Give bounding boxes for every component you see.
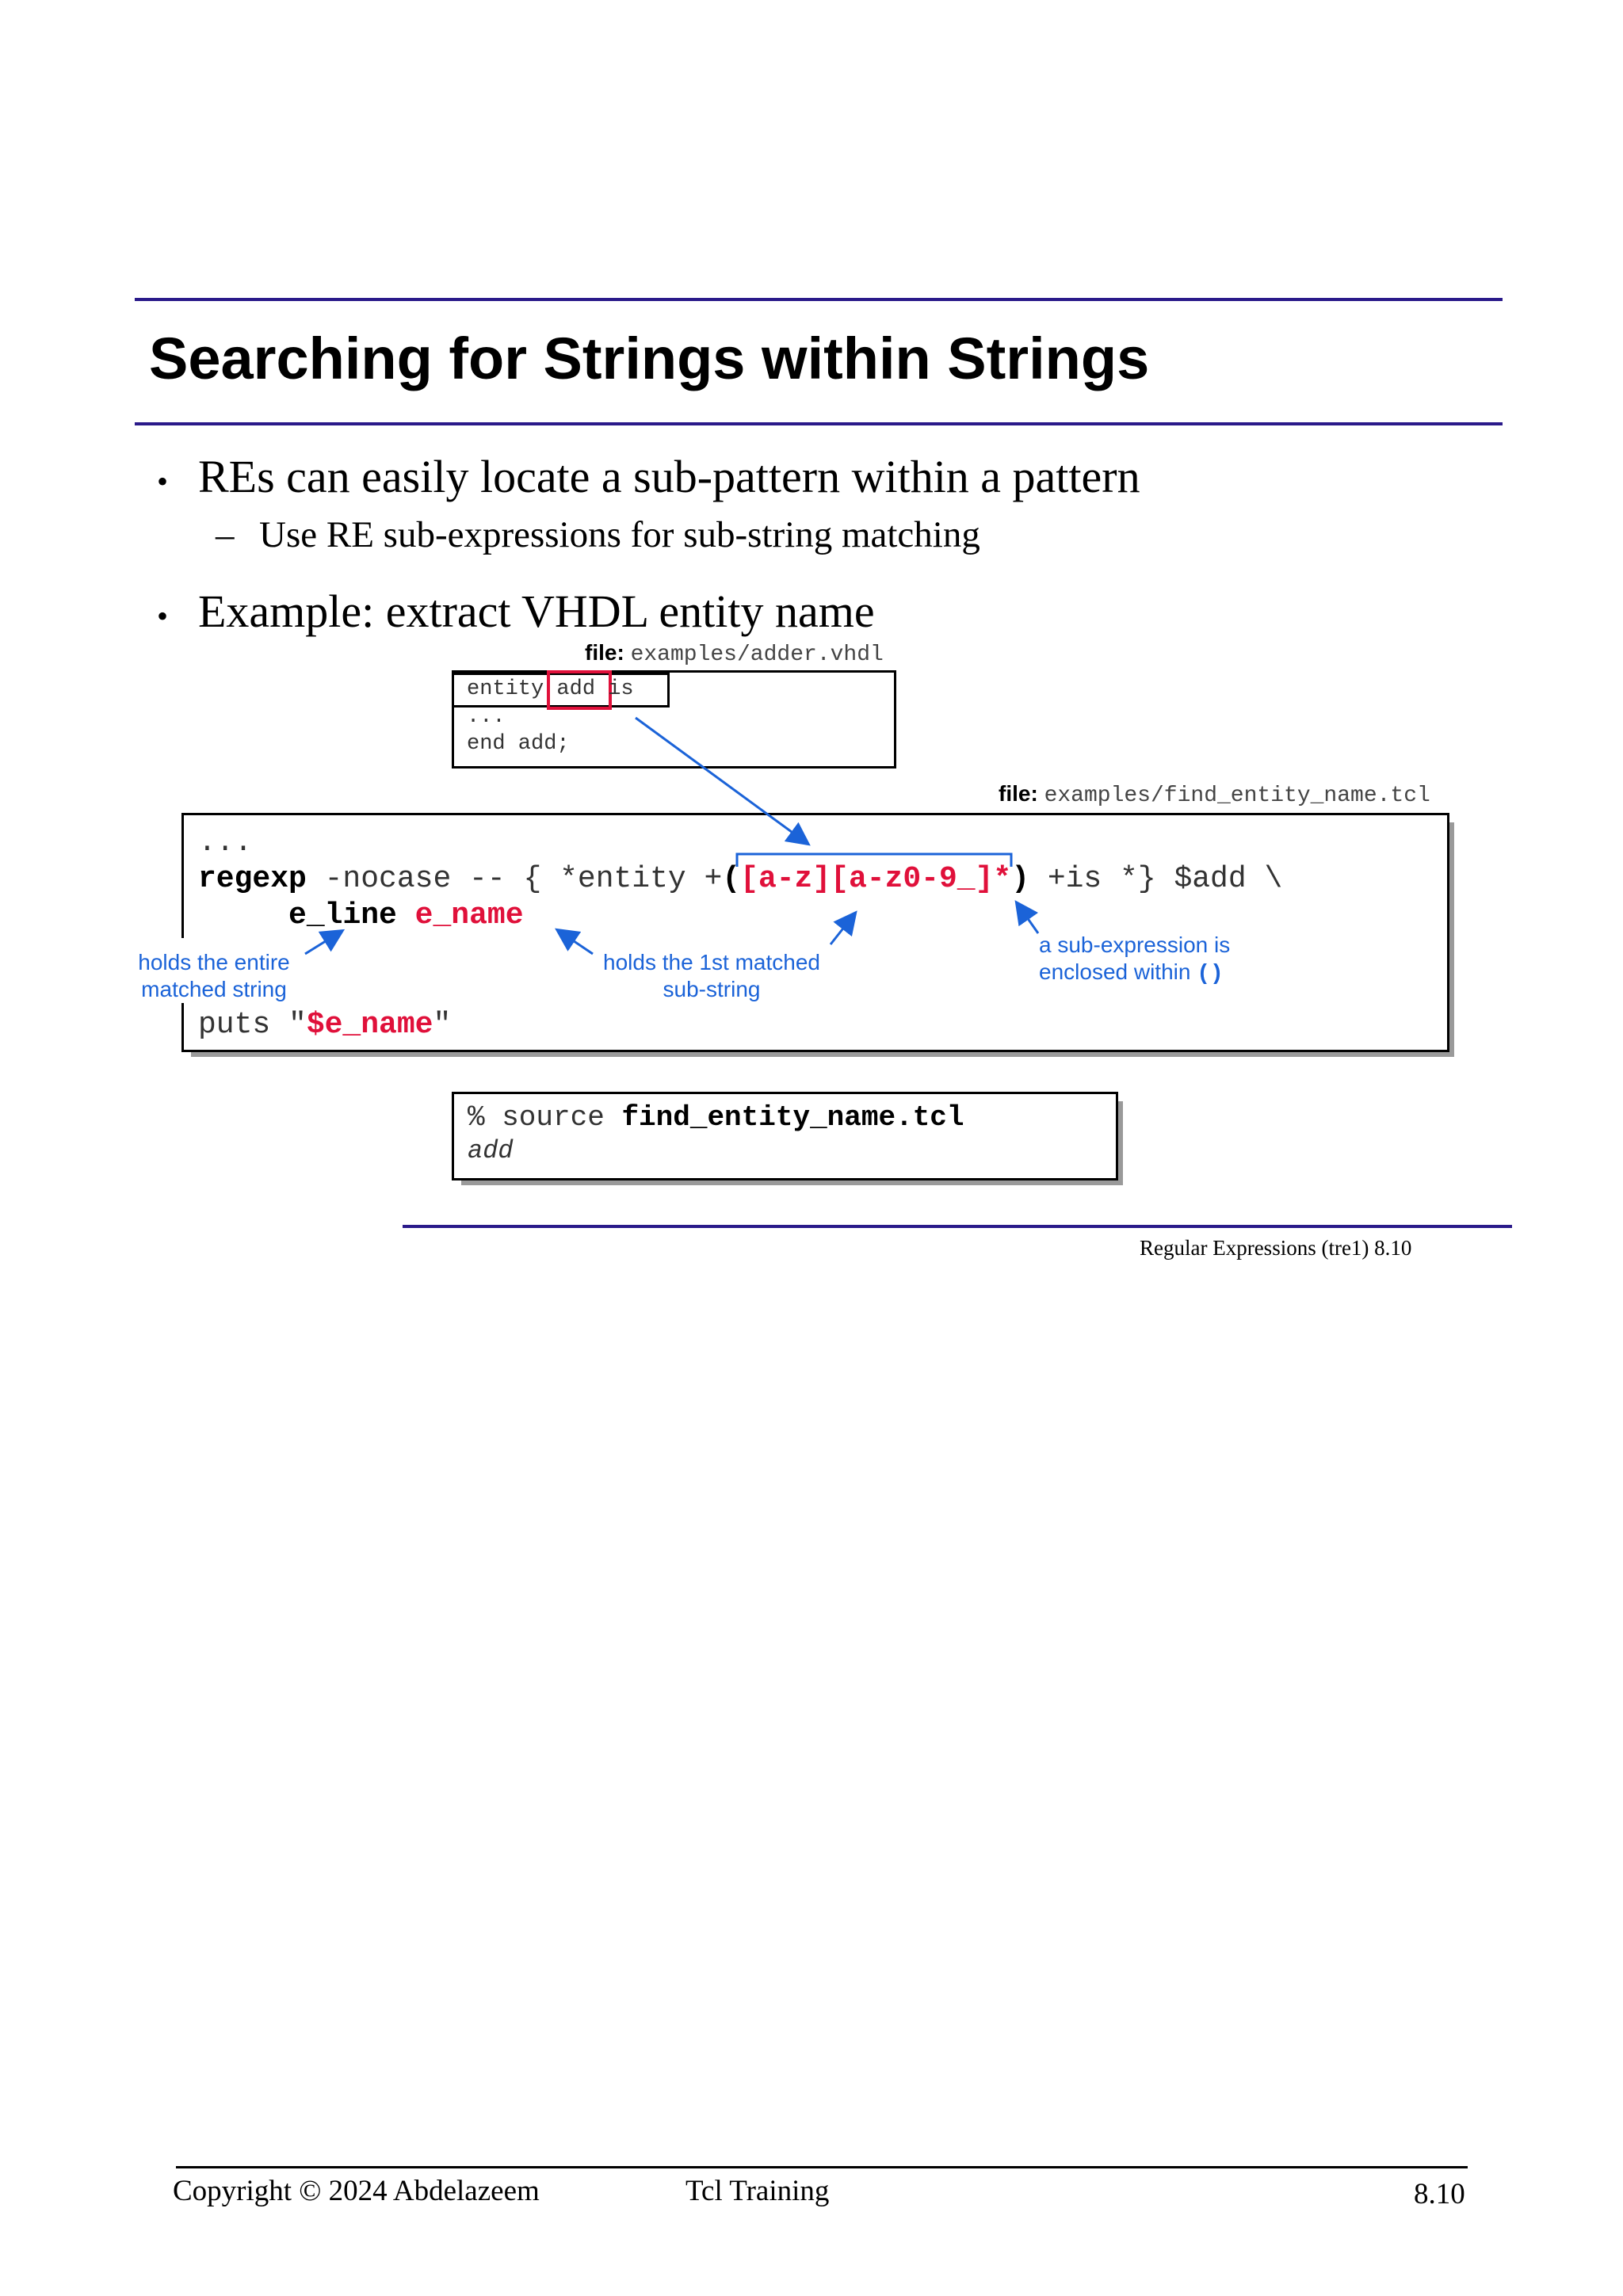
bullet-dot: • [157,463,169,500]
arrow-to-e-line [305,932,341,954]
vhdl-line-2: ... [467,705,506,729]
subexpr-bracket [737,854,1011,867]
annotation-subexpression: a sub-expression is enclosed within () [1039,933,1231,986]
subexpression: [a-z][a-z0-9_]* [740,862,1012,896]
annotation-first-substring: holds the 1st matched sub-string [603,950,820,1001]
footer-course: Tcl Training [685,2175,830,2207]
regexp-command: regexp [198,862,307,896]
tcl-filename: examples/find_entity_name.tcl [1044,784,1430,808]
vhdl-entity-name: add [556,677,596,701]
var-e-line: e_line [288,898,397,933]
vhdl-line-1: entity add is [467,677,634,701]
parens-glyph: () [1197,962,1224,986]
arrow-entity-to-subexpr [636,718,807,843]
console-output: add [468,1136,514,1165]
var-e-name: e_name [414,898,524,933]
footer-copyright: Copyright © 2024 Abdelazeem [173,2175,540,2207]
arrow-to-paren [1018,904,1038,933]
file-label-prefix: file: [999,781,1038,806]
page-title: Searching for Strings within Strings [149,326,1150,391]
tcl-line-1: ... [198,826,253,860]
var-e-name-ref: $e_name [306,1008,433,1042]
annotation-entire-match: holds the entire matched string [138,950,290,1001]
arrow-to-subexpr-bracket [831,914,854,944]
file-label-prefix: file: [585,640,624,665]
section-label: Regular Expressions (tre1) 8.10 [1140,1236,1412,1260]
section-rule [403,1225,1512,1228]
annotation-arrows [0,0,1623,1109]
vhdl-line-3: end add; [467,732,570,756]
bullet-1-text: REs can easily locate a sub-pattern within a pattern [198,451,1140,502]
sub-bullet-1-text: Use RE sub-expressions for sub-string matching [259,514,980,555]
page-footer-rule [176,2166,1468,2168]
tcl-line-2: regexp -nocase -- { *entity +([a-z][a-z0-9_]*) +is *} $add \ [198,862,1283,896]
tcl-line-4: puts "$e_name" [198,1008,452,1042]
console-command: find_entity_name.tcl [621,1101,964,1134]
bullet-dot: • [157,598,169,635]
sub-bullet-dash: – [216,514,235,555]
footer-page-number: 8.10 [1414,2178,1465,2210]
console-line-1: % source find_entity_name.tcl [468,1101,964,1134]
bullet-2-text: Example: extract VHDL entity name [198,585,875,637]
vhdl-filename: examples/adder.vhdl [630,643,884,667]
arrow-to-e-name [559,931,593,954]
